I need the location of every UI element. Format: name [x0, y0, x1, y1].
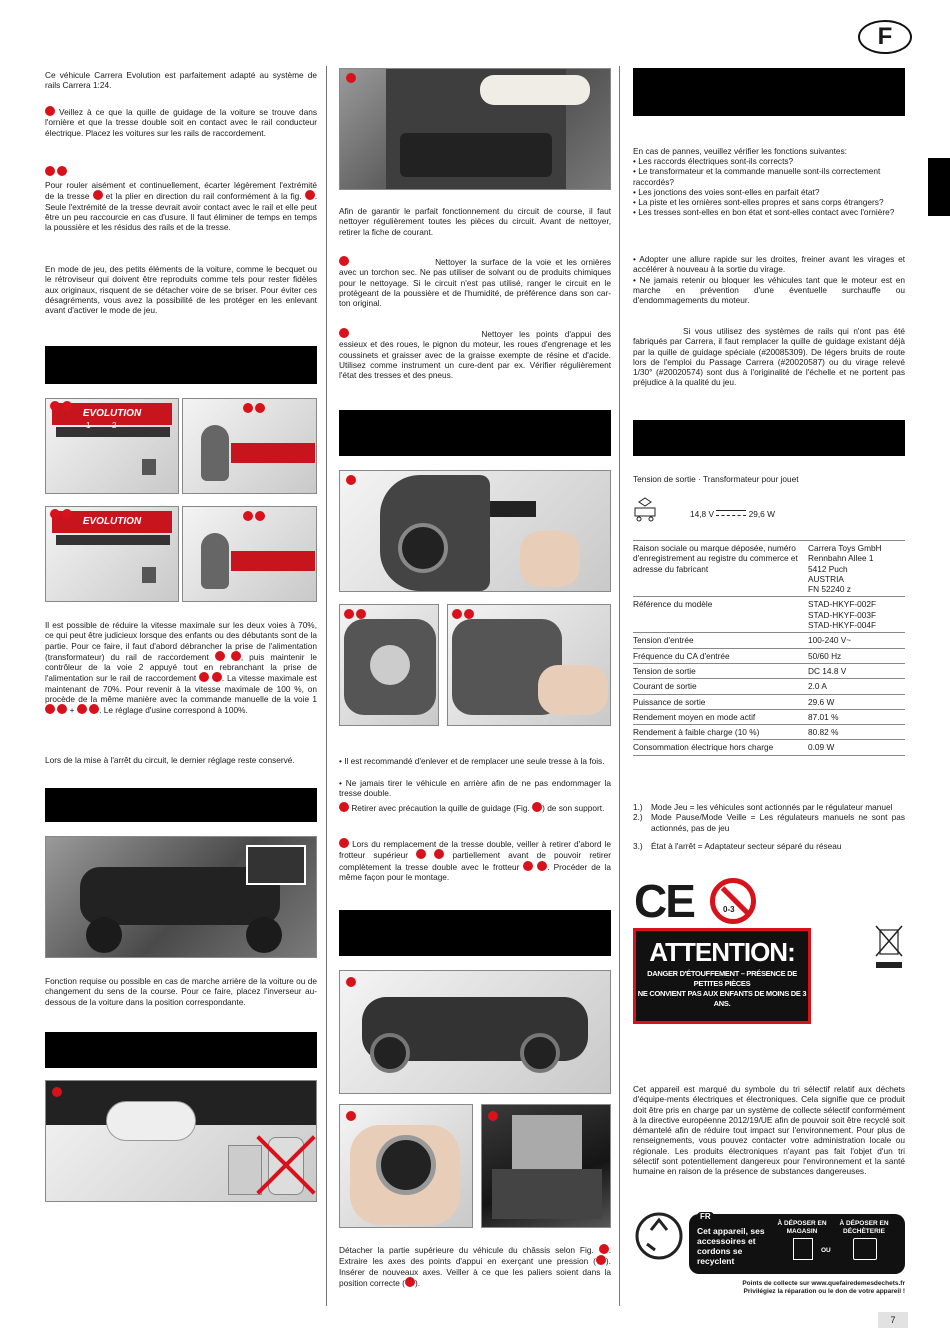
dump-icon: [853, 1238, 877, 1260]
spec-key: Raison sociale ou marque déposée, numéro d'enregistrement au registre du commerce et adresse du fabricant: [633, 541, 808, 597]
tri-paragraph: Cet appareil est marqué du symbole du tri sélectif relatif aux déchets d'équipe-ments électriques et électroniques. Cela signifie que ce produit doit être pris en charge par un système de collecte sélectif conformément à la directive européenne 2012/19/UE afin de pouvoir soit être recyclé soit démantelé afin de réduire tout impact sur l'environnement. Pour plus de renseignements, vous pouvez contacter votre administration locale ou régionale. Les produits électroniques n'ayant pas fait l'objet d'un tri sélectif sont potentiellement dangereux pour l'environnement et la santé humaine en raison de la présence de substances dangereuses.: [633, 1084, 905, 1177]
attention-title: ATTENTION:: [649, 937, 795, 967]
spec-key: Tension de sortie: [633, 663, 808, 678]
voie-paragraph: Nettoyer la surface de la voie et les ornières avec un torchon sec. Ne pas utiliser de solvant ou de produits chimiques pour le nettoyage. Si le circuit n'est pas utilisé, ranger le circuit en le protégeant de la poussière et de l'humidité, de préférence dans son car-ton original.: [339, 257, 611, 309]
spec-value: 2.0 A: [808, 679, 905, 694]
tresse-paragraph: Pour rouler aisément et continuellement, écarter légèrement l'extrémité de la tresse et la plier en direction du rail conformément à la fig. . Seule l'extrémité de la tresse devrait avoir contact avec le rail et elle peut être un peu raccourcie en cas d'usure. Il faut éliminer de temps en temps la poussière et les résidus des rails et de la tresse.: [45, 180, 317, 233]
table-row: [633, 597, 905, 633]
shop-icon: [793, 1238, 813, 1260]
list-item: • Les jonctions des voies sont-elles en parfait état?: [633, 186, 820, 197]
spec-value: 0.09 W: [808, 740, 905, 755]
conseils-list: [633, 254, 905, 305]
list-item: • Les tresses sont-elles en bon état et sont-elles contact avec l'ornière?: [633, 207, 895, 218]
column-divider: [326, 66, 327, 1306]
spec-table: [633, 540, 905, 756]
attention-line: NE CONVIENT PAS AUX ENFANTS DE MOINS DE 3 ANS.: [637, 989, 807, 1008]
spec-key: Courant de sortie: [633, 679, 808, 694]
ce-mark: CE: [634, 875, 694, 927]
axle-photo: [339, 68, 611, 190]
entretien-paragraph: Afin de garantir le parfait fonctionnement du circuit de course, il faut nettoyer régulièrement toutes les pièces du circuit. Avant de nettoyer, retirer la fiche de courant.: [339, 206, 611, 237]
table-row: [633, 709, 905, 724]
motor-photo: [481, 1104, 611, 1228]
section-header-bar: [339, 910, 611, 956]
section-header-bar: [633, 68, 905, 116]
page-number: 7: [878, 1312, 908, 1328]
essieux-paragraph: Nettoyer les points d'appui des essieux et des roues, le pignon du moteur, les roues d'engrenage et les coussinets et graisser avec de la graisse exempte de résine et d'acide. Utilisez comme instrument un cure-dent par ex. Vérifier régulièrement l'état des tresses et des pneus.: [339, 329, 611, 381]
jeu-paragraph: En mode de jeu, des petits éléments de la voiture, comme le becquet ou le rétroviseur qui doivent être reproduits comme tels pour rester fidèles aux originaux, risquent de se détacher voire de se briser. Pour éviter ces désagréments, vous avez la possibilité de les protéger en les enlevant avant d'activer le mode de jeu.: [45, 264, 317, 316]
language-badge: F: [858, 20, 912, 54]
weee-bin-icon: [874, 924, 904, 970]
track-controller-figure-2: [182, 506, 317, 602]
pannes-intro: En cas de pannes, veuillez vérifier les fonctions suivantes:: [633, 146, 847, 156]
track-figure: EVOLUTION 1 2: [45, 398, 179, 494]
inverseur-paragraph: Fonction requise ou possible en cas de marche arrière de la voiture ou de changement du sens de la course. Pour ce faire, placez l'inverseur au-dessous de la voiture dans la position correspondante.: [45, 976, 317, 1007]
spec-value: 29.6 W: [808, 694, 905, 709]
track-cleaning-figure: [45, 1080, 317, 1202]
attention-line: DANGER D'ÉTOUFFEMENT – PRÉSENCE DE PETITES PIÈCES: [647, 969, 797, 988]
side-tab: [928, 158, 950, 216]
spec-key: Consommation électrique hors charge: [633, 740, 808, 755]
recycle-magasin: À DÉPOSER EN MAGASIN: [777, 1220, 827, 1235]
rails-paragraph: Si vous utilisez des systèmes de rails qui n'ont pas été fabriqués par Carrera, il faut remplacer la quille de guidage existant déjà par la quille de guidage spéciale (#20085309). De légers bruits de route lors de l'emploi du Passage Carrera (#20020587) ou du virage relevé 1/30° (#20020574) sont dus à l'originalité de l'échelle et ne portent pas préjudice à la qualité du jeu.: [633, 326, 905, 388]
recycle-main: Cet appareil, ses accessoires et cordons se recyclent: [697, 1226, 765, 1266]
spec-value: Carrera Toys GmbH Rennbahn Allee 1 5412 Puch AUSTRIA FN 52240 z: [808, 541, 905, 597]
table-row: [633, 725, 905, 740]
spec-key: Fréquence du CA d'entrée: [633, 648, 808, 663]
attention-label: [633, 928, 811, 1024]
braid-photo-2: [447, 604, 611, 726]
track-figure-2: EVOLUTION: [45, 506, 179, 602]
list-item: • La piste et les ornières sont-elles propres et sans corps étrangers?: [633, 197, 884, 208]
marker-dot: [45, 106, 55, 116]
spec-value: 50/60 Hz: [808, 648, 905, 663]
spec-key: Tension d'entrée: [633, 633, 808, 648]
tresse-bullet-1: • Il est recommandé d'enlever et de remplacer une seule tresse à la fois.: [339, 756, 605, 766]
car-underside-photo: [45, 836, 317, 958]
list-item: • Ne jamais retenir ou bloquer les véhicules tant que le moteur est en marche en prévention d'une éventuelle surchauffe ou d'endommagements du moteur.: [633, 274, 905, 306]
spec-key: Rendement moyen en mode actif: [633, 709, 808, 724]
tresse-bullet-2: • Ne jamais tirer le véhicule en arrière afin de ne pas endommager la tresse double.: [339, 778, 611, 799]
remplacement-paragraph: Lors du remplacement de la tresse double, veiller à retirer d'abord le frotteur supérieur partiellement avant de pouvoir retirer complètement la tresse double avec le frotteur . Procéder de la même façon pour le montage.: [339, 839, 611, 882]
chassis-photo: [339, 970, 611, 1094]
recycle-footer: Points de collecte sur www.quefairedemesdechets.fr Privilégiez la réparation ou le don de votre appareil !: [742, 1280, 905, 1295]
table-row: [633, 740, 905, 755]
section-header-bar: [633, 420, 905, 456]
section-header-bar: [45, 788, 317, 822]
list-item: • Le transformateur et la commande manuelle sont-ils correctement raccordés?: [633, 166, 881, 187]
spec-key: Rendement à faible charge (10 %): [633, 725, 808, 740]
table-row: [633, 679, 905, 694]
notes: [633, 802, 905, 851]
spec-value: 80.82 %: [808, 725, 905, 740]
fr-badge: FR: [697, 1212, 714, 1222]
vitesse-paragraph: Il est possible de réduire la vitesse maximale sur les deux voies à 70%, ce qui peut être judicieux lorsque des enfants ou des débutants sont de la partie. Pour ce faire, il faut d'abord débrancher la prise de l'alimentation (transformateur) du rail de raccordement , puis maintenir le contrôleur de la voie 2 appuyé tout en rebranchant la prise de l'alimentation sur le rail de raccordement . La vitesse maximale est maintenant de 70%. Pour revenir à la vitesse maximale de 100 %, on procède de la même manière avec la commande manuelle de la voie 1 + . Le réglage d'usine correspond à 100%.: [45, 620, 317, 716]
recycle-decheterie: À DÉPOSER EN DÉCHÈTERIE: [839, 1220, 889, 1235]
guide-keel-photo: [339, 470, 611, 592]
recycle-info-box: [633, 1210, 905, 1306]
spec-value: 87.01 %: [808, 709, 905, 724]
section-header-bar: [45, 1032, 317, 1068]
track-controller-figure: [182, 398, 317, 494]
spec-key: Puissance de sortie: [633, 694, 808, 709]
wheel-photo: [339, 1104, 473, 1228]
braid-photo-1: [339, 604, 439, 726]
spec-key: Référence du modèle: [633, 597, 808, 633]
tension-label: Tension de sortie · Transformateur pour jouet: [633, 474, 799, 484]
arret-paragraph: Lors de la mise à l'arrêt du circuit, le dernier réglage reste conservé.: [45, 755, 295, 765]
section-header-bar: [45, 346, 317, 384]
table-row: [633, 633, 905, 648]
table-row: [633, 541, 905, 597]
list-item: • Les raccords électriques sont-ils corrects?: [633, 156, 794, 166]
guide-paragraph: Veillez à ce que la quille de guidage de la voiture se trouve dans l'ornière et que la tresse double soit en contact avec le rail conducteur électrique. Placez les voitures sur les rails de raccordement.: [45, 107, 317, 138]
table-row: [633, 694, 905, 709]
tension-value: 14,8 V 29,6 W: [690, 509, 775, 519]
age-warning-icon: 0-3: [710, 878, 756, 924]
marker-row: [45, 166, 67, 177]
note-item: 2.) Mode Pause/Mode Veille = Les régulateurs manuels ne sont pas actionnés, pas de jeu: [633, 812, 905, 833]
pannes-list: [633, 156, 913, 218]
column-divider: [619, 66, 620, 1306]
table-row: [633, 648, 905, 663]
recycle-ou: OU: [821, 1247, 831, 1254]
retirer-paragraph: Retirer avec précaution la quille de guidage (Fig. ) de son support.: [339, 802, 611, 813]
detacher-paragraph: Détacher la partie supérieure du véhicule du châssis selon Fig. . Extraire les axes des points d'appui en exerçant une pression ( ). Insérer de nouveaux axes. Veiller à ce que les paliers soient dans la position correcte ( ).: [339, 1245, 611, 1288]
note-item: 3.) État à l'arrêt = Adaptateur secteur séparé du réseau: [633, 840, 842, 851]
table-row: [633, 663, 905, 678]
transformer-icon: [633, 496, 657, 524]
spec-value: STAD-HKYF-002F STAD-HKYF-003F STAD-HKYF-004F: [808, 597, 905, 633]
list-item: • Adopter une allure rapide sur les droites, freiner avant les virages et accélérer à nouveau à la sortie du virage.: [633, 254, 905, 275]
section-header-bar: [339, 410, 611, 456]
intro-text: Ce véhicule Carrera Evolution est parfaitement adapté au système de rails Carrera 1:24.: [45, 70, 317, 91]
spec-value: DC 14.8 V: [808, 663, 905, 678]
note-item: 1.) Mode Jeu = les véhicules sont actionnés par le régulateur manuel: [633, 802, 893, 812]
spec-value: 100-240 V~: [808, 633, 905, 648]
